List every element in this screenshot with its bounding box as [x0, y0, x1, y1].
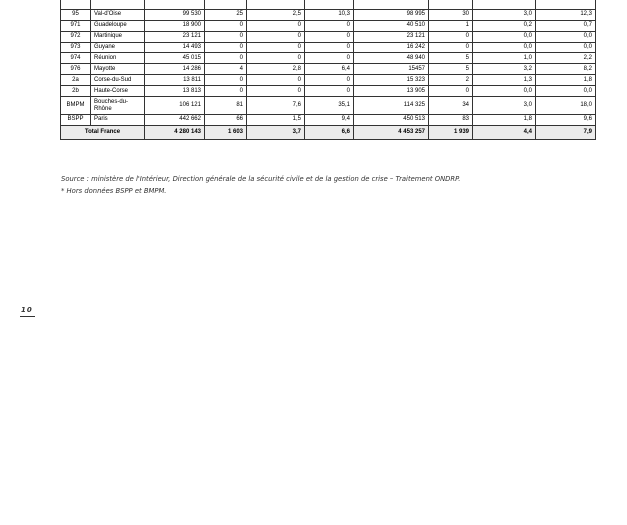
- value-cell: 0: [305, 86, 354, 97]
- table-row: [61, 31, 596, 42]
- value-cell: 99 530: [145, 9, 205, 20]
- total-value-cell: 1 939: [429, 125, 473, 139]
- total-value-cell: 1 603: [205, 125, 247, 139]
- department-code-cell: 972: [61, 31, 91, 42]
- value-cell: 1,3: [473, 75, 536, 86]
- department-code-cell: BSPP: [61, 115, 91, 126]
- department-name-cell: [91, 0, 145, 9]
- value-cell: [247, 0, 305, 9]
- value-cell: 14 286: [145, 64, 205, 75]
- department-name-cell: Guadeloupe: [91, 20, 145, 31]
- value-cell: 0,7: [536, 20, 596, 31]
- value-cell: 0: [247, 31, 305, 42]
- value-cell: 1,8: [536, 75, 596, 86]
- value-cell: [473, 0, 536, 9]
- department-code-cell: [61, 0, 91, 9]
- value-cell: 18,0: [536, 97, 596, 115]
- value-cell: [354, 0, 429, 9]
- value-cell: 0,0: [536, 42, 596, 53]
- department-name-cell: Haute-Corse: [91, 86, 145, 97]
- value-cell: 0: [247, 53, 305, 64]
- value-cell: 106 121: [145, 97, 205, 115]
- value-cell: 0: [429, 42, 473, 53]
- value-cell: 0: [247, 42, 305, 53]
- table-row: [61, 115, 596, 126]
- department-code-cell: 976: [61, 64, 91, 75]
- value-cell: 6,4: [305, 64, 354, 75]
- department-name-cell: Corse-du-Sud: [91, 75, 145, 86]
- table-row: [61, 86, 596, 97]
- value-cell: 9,4: [305, 115, 354, 126]
- value-cell: 48 940: [354, 53, 429, 64]
- total-value-cell: 4 280 143: [145, 125, 205, 139]
- value-cell: 25: [205, 9, 247, 20]
- total-value-cell: 4 453 257: [354, 125, 429, 139]
- value-cell: 3,0: [473, 97, 536, 115]
- value-cell: 5: [429, 64, 473, 75]
- total-value-cell: 3,7: [247, 125, 305, 139]
- value-cell: [536, 0, 596, 9]
- value-cell: 9,6: [536, 115, 596, 126]
- value-cell: 442 662: [145, 115, 205, 126]
- value-cell: 114 325: [354, 97, 429, 115]
- table-row: [61, 42, 596, 53]
- value-cell: 23 121: [354, 31, 429, 42]
- value-cell: 8,2: [536, 64, 596, 75]
- value-cell: 7,6: [247, 97, 305, 115]
- value-cell: 0: [205, 20, 247, 31]
- footnote: * Hors données BSPP et BMPM.: [61, 187, 167, 195]
- value-cell: 0: [205, 42, 247, 53]
- value-cell: 0: [429, 31, 473, 42]
- value-cell: 0: [205, 75, 247, 86]
- total-label-cell: Total France: [61, 125, 145, 139]
- value-cell: [429, 0, 473, 9]
- table-row: [61, 9, 596, 20]
- table-row: [61, 75, 596, 86]
- value-cell: 0: [247, 86, 305, 97]
- department-code-cell: 973: [61, 42, 91, 53]
- value-cell: 0,0: [536, 31, 596, 42]
- value-cell: 4: [205, 64, 247, 75]
- department-code-cell: 2b: [61, 86, 91, 97]
- value-cell: 0: [305, 20, 354, 31]
- value-cell: 3,2: [473, 64, 536, 75]
- value-cell: 0: [305, 31, 354, 42]
- table-row: [61, 53, 596, 64]
- department-name-cell: Paris: [91, 115, 145, 126]
- table-row: [61, 20, 596, 31]
- value-cell: 15457: [354, 64, 429, 75]
- department-name-cell: Mayotte: [91, 64, 145, 75]
- value-cell: 0: [205, 31, 247, 42]
- value-cell: 83: [429, 115, 473, 126]
- value-cell: 0: [247, 75, 305, 86]
- value-cell: 2,2: [536, 53, 596, 64]
- value-cell: 15 323: [354, 75, 429, 86]
- value-cell: 10,3: [305, 9, 354, 20]
- value-cell: 13 813: [145, 86, 205, 97]
- department-code-cell: BMPM: [61, 97, 91, 115]
- value-cell: 1,8: [473, 115, 536, 126]
- value-cell: 0,0: [473, 42, 536, 53]
- value-cell: 35,1: [305, 97, 354, 115]
- department-name-cell: Bouches-du-Rhône: [91, 97, 145, 115]
- value-cell: [305, 0, 354, 9]
- value-cell: 0: [305, 75, 354, 86]
- value-cell: 2,5: [247, 9, 305, 20]
- source-note: Source : ministère de l'Intérieur, Direction générale de la sécurité civile et de la gestion de crise – Traitement ONDRP.: [61, 175, 461, 183]
- total-value-cell: 4,4: [473, 125, 536, 139]
- department-name-cell: Val-d'Oise: [91, 9, 145, 20]
- department-name-cell: Martinique: [91, 31, 145, 42]
- value-cell: 2,8: [247, 64, 305, 75]
- table-row: [61, 97, 596, 115]
- value-cell: 14 493: [145, 42, 205, 53]
- value-cell: 81: [205, 97, 247, 115]
- value-cell: 0: [429, 86, 473, 97]
- department-code-cell: 974: [61, 53, 91, 64]
- value-cell: 30: [429, 9, 473, 20]
- value-cell: 18 900: [145, 20, 205, 31]
- value-cell: 0,0: [473, 86, 536, 97]
- value-cell: 0,0: [536, 86, 596, 97]
- value-cell: 3,0: [473, 9, 536, 20]
- value-cell: 1: [429, 20, 473, 31]
- value-cell: 16 242: [354, 42, 429, 53]
- value-cell: 1,5: [247, 115, 305, 126]
- table-row: [61, 64, 596, 75]
- value-cell: 0: [247, 20, 305, 31]
- value-cell: 0: [305, 42, 354, 53]
- total-row: [61, 125, 596, 139]
- value-cell: [205, 0, 247, 9]
- department-name-cell: Guyane: [91, 42, 145, 53]
- value-cell: 1,0: [473, 53, 536, 64]
- value-cell: 23 121: [145, 31, 205, 42]
- page-number-rule: [20, 316, 35, 317]
- department-code-cell: 2a: [61, 75, 91, 86]
- value-cell: 34: [429, 97, 473, 115]
- value-cell: 13 905: [354, 86, 429, 97]
- value-cell: 66: [205, 115, 247, 126]
- value-cell: 0,2: [473, 20, 536, 31]
- value-cell: 0: [305, 53, 354, 64]
- value-cell: 45 015: [145, 53, 205, 64]
- value-cell: 98 995: [354, 9, 429, 20]
- value-cell: 2: [429, 75, 473, 86]
- statistics-table: [60, 0, 596, 140]
- value-cell: 13 811: [145, 75, 205, 86]
- department-code-cell: 95: [61, 9, 91, 20]
- total-value-cell: 7,9: [536, 125, 596, 139]
- table-row: [61, 0, 596, 9]
- department-code-cell: 971: [61, 20, 91, 31]
- value-cell: 40 510: [354, 20, 429, 31]
- total-value-cell: 6,6: [305, 125, 354, 139]
- value-cell: 12,3: [536, 9, 596, 20]
- value-cell: 5: [429, 53, 473, 64]
- value-cell: 0: [205, 53, 247, 64]
- value-cell: 450 513: [354, 115, 429, 126]
- value-cell: 0: [205, 86, 247, 97]
- value-cell: [145, 0, 205, 9]
- page-number: 10: [21, 306, 33, 314]
- value-cell: 0,0: [473, 31, 536, 42]
- department-name-cell: Réunion: [91, 53, 145, 64]
